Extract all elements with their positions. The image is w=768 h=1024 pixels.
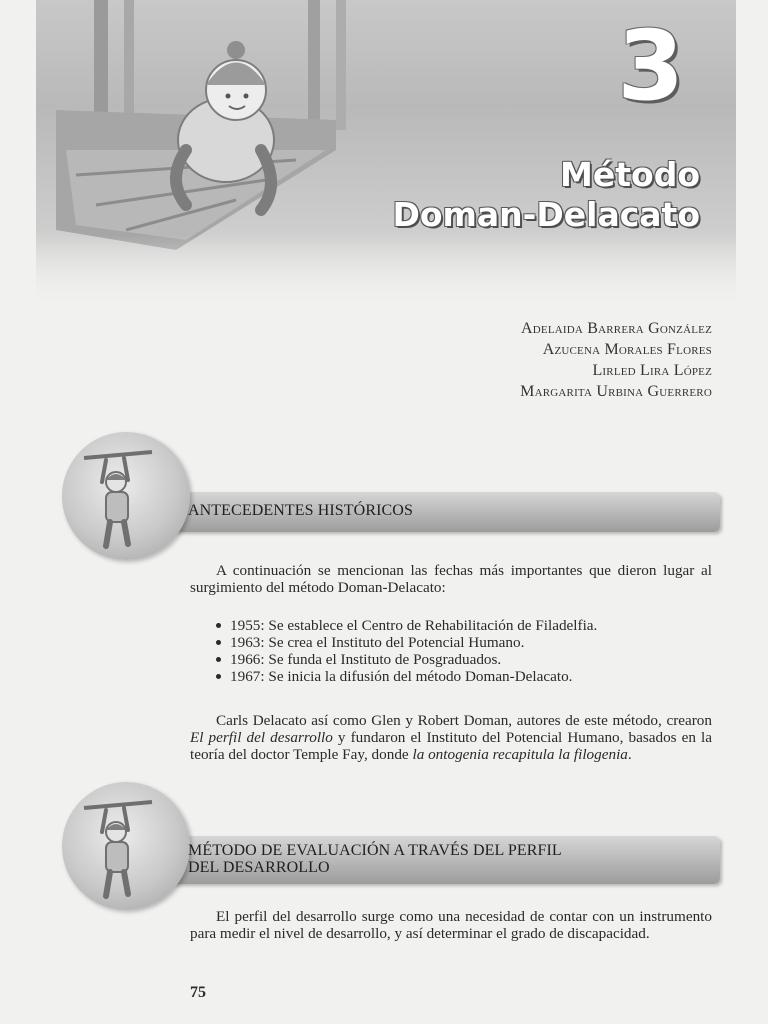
list-item: 1967: Se inicia la difusión del método Doman-Delacato. (216, 668, 696, 685)
chapter-title (360, 155, 700, 235)
section-title-line-1: MÉTODO DE EVALUACIÓN A TRAVÉS DEL PERFIL (188, 842, 562, 859)
work-title: El perfil del desarrollo (190, 729, 333, 746)
list-item: 1955: Se establece el Centro de Rehabilitación de Filadelfia. (216, 617, 696, 634)
chapter-title-line-1: Método (560, 155, 700, 194)
author-name: Lirled Lira López (592, 362, 712, 379)
paragraph-text: El perfil del desarrollo surge como una necesidad de contar con un instrumento para medir el nivel de desarrollo, y así determinar el grado de discapacidad. (190, 908, 712, 942)
paragraph-text: . (627, 746, 632, 763)
section-emblem (62, 782, 190, 910)
key-phrase: la ontogenia recapitula la filogenia (412, 746, 628, 763)
section-title-line-2: DEL DESARROLLO (188, 859, 330, 876)
banner-fade (36, 235, 736, 305)
paragraph-text: Carls Delacato así como Glen y Robert Doman, autores de este método, crearon (216, 712, 712, 729)
author-name: Margarita Urbina Guerrero (520, 383, 712, 400)
author-name: Adelaida Barrera González (521, 320, 712, 337)
list-item: 1966: Se funda el Instituto de Posgraduados. (216, 651, 696, 668)
page-number: 75 (190, 984, 206, 1001)
section-header-metodo (62, 782, 732, 912)
child-hanging-icon (62, 432, 190, 560)
intro-paragraph (190, 562, 712, 596)
chapter-number: 3 (617, 10, 684, 122)
paragraph-text: y fundaron el Instituto del Potencial Humano, basados en la teoría del doctor Temple Fay, donde (190, 729, 712, 763)
section-header-antecedentes (62, 432, 732, 562)
author-list (292, 318, 712, 402)
perfil-paragraph (190, 908, 712, 942)
chapter-banner (36, 0, 736, 305)
list-item: 1963: Se crea el Instituto del Potencial Humano. (216, 634, 696, 651)
author-name: Azucena Morales Flores (542, 341, 712, 358)
section-title: ANTECEDENTES HISTÓRICOS (188, 502, 413, 519)
intro-text: A continuación se mencionan las fechas más importantes que dieron lugar al surgimiento del método Doman-Delacato: (190, 562, 712, 596)
child-hanging-icon (62, 782, 190, 910)
section-title (188, 842, 708, 876)
dates-list (216, 617, 696, 685)
chapter-title-line-2: Doman-Delacato (392, 195, 700, 234)
authors-paragraph (190, 712, 712, 763)
section-emblem (62, 432, 190, 560)
